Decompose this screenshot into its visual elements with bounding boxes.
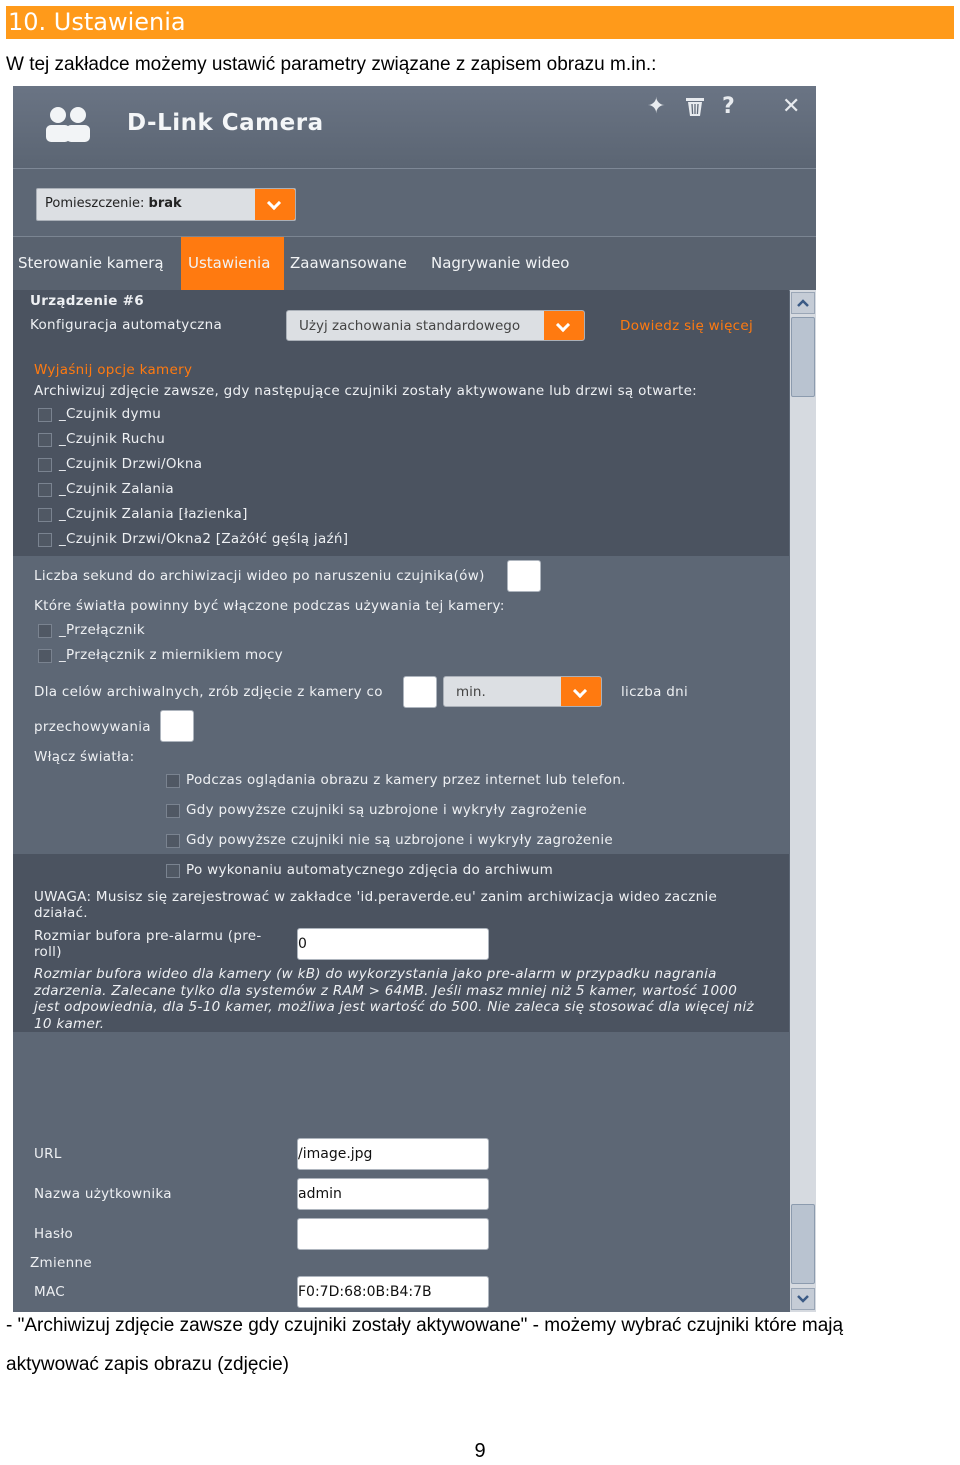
chevron-down-icon xyxy=(792,1289,814,1309)
interval-unit-select[interactable] xyxy=(443,676,602,707)
scroll-thumb[interactable] xyxy=(791,317,815,397)
prealarm-label: Rozmiar bufora pre-alarmu (pre-roll) xyxy=(34,928,262,960)
enable-lights-label: Włącz światła: xyxy=(34,749,135,765)
sensor-label: _Czujnik Zalania xyxy=(59,481,174,497)
enable-light-checkbox[interactable] xyxy=(166,834,180,848)
chevron-up-icon xyxy=(792,293,814,313)
sensor-checkbox[interactable] xyxy=(38,508,52,522)
enable-light-option: Gdy powyższe czujniki są uzbrojone i wykryły zagrożenie xyxy=(186,802,587,818)
light-label: _Przełącznik xyxy=(59,622,145,638)
caption-line-1: - "Archiwizuj zdjęcie zawsze gdy czujniki zostały aktywowane" - możemy wybrać czujniki które mają xyxy=(6,1315,844,1336)
sensor-label: _Czujnik dymu xyxy=(59,406,162,422)
intro-text: W tej zakładce możemy ustawić parametry związane z zapisem obrazu m.in.: xyxy=(6,54,657,75)
camera-settings-screenshot xyxy=(13,86,816,1312)
sensor-label: _Czujnik Drzwi/Okna xyxy=(59,456,203,472)
enable-light-checkbox[interactable] xyxy=(166,774,180,788)
pin-icon[interactable]: ✦ xyxy=(647,94,666,119)
chevron-down-icon[interactable] xyxy=(544,311,584,340)
variables-label: Zmienne xyxy=(30,1255,92,1271)
close-icon[interactable]: ✕ xyxy=(782,94,801,119)
sensor-label: _Czujnik Zalania [łazienka] xyxy=(59,506,248,522)
video-seconds-label: Liczba sekund do archiwizacji wideo po naruszeniu czujnika(ów) xyxy=(34,568,485,584)
sensor-checkbox[interactable] xyxy=(38,408,52,422)
sensor-label: _Czujnik Ruchu xyxy=(59,431,166,447)
sensor-checkbox[interactable] xyxy=(38,533,52,547)
prealarm-input[interactable]: 0 xyxy=(297,928,489,960)
caption-line-2: aktywować zapis obrazu (zdjęcie) xyxy=(6,1354,290,1375)
explain-options-link[interactable]: Wyjaśnij opcje kamery xyxy=(34,362,193,378)
username-label: Nazwa użytkownika xyxy=(34,1186,172,1202)
enable-light-checkbox[interactable] xyxy=(166,864,180,878)
scroll-down-arrow[interactable] xyxy=(791,1288,815,1310)
interval-unit-value: min. xyxy=(456,684,486,700)
device-title: Urządzenie #6 xyxy=(30,293,144,309)
username-input[interactable]: admin xyxy=(297,1178,489,1210)
auto-config-label: Konfiguracja automatyczna xyxy=(30,317,223,333)
days-label: liczba dni xyxy=(621,684,689,700)
page-number: 9 xyxy=(474,1440,486,1462)
section-heading: 10. Ustawienia xyxy=(6,6,954,39)
chevron-down-icon[interactable] xyxy=(561,677,601,706)
vertical-scrollbar[interactable] xyxy=(790,290,816,1312)
url-input[interactable]: /image.jpg xyxy=(297,1138,489,1170)
enable-light-option: Po wykonaniu automatycznego zdjęcia do archiwum xyxy=(186,862,554,878)
room-select-value: brak xyxy=(148,196,182,211)
password-input[interactable] xyxy=(297,1218,489,1250)
enable-light-option: Podczas oglądania obrazu z kamery przez internet lub telefon. xyxy=(186,772,626,788)
enable-light-option: Gdy powyższe czujniki nie są uzbrojone i wykryły zagrożenie xyxy=(186,832,614,848)
url-label: URL xyxy=(34,1146,62,1162)
auto-config-value: Użyj zachowania standardowego xyxy=(299,318,521,334)
mac-label: MAC xyxy=(34,1284,65,1300)
sensor-checkbox[interactable] xyxy=(38,433,52,447)
warning-text: UWAGA: Musisz się zarejestrować w zakładce 'id.peraverde.eu' zanim archiwizacja wideo zacznie działać. xyxy=(34,889,718,921)
room-select[interactable] xyxy=(36,188,296,221)
scroll-up-arrow[interactable] xyxy=(791,292,815,314)
title-bar xyxy=(13,86,816,169)
sensor-label: _Czujnik Drzwi/Okna2 [Zażółć gęślą jaźń] xyxy=(59,531,349,547)
sensor-checkbox[interactable] xyxy=(38,458,52,472)
retention-days-input[interactable] xyxy=(160,710,194,742)
tab-video-recording[interactable]: Nagrywanie wideo xyxy=(431,254,570,272)
light-checkbox[interactable] xyxy=(38,649,52,663)
settings-panel xyxy=(13,290,789,1312)
lights-question: Które światła powinny być włączone podczas używania tej kamery: xyxy=(34,598,505,614)
tab-settings[interactable]: Ustawienia xyxy=(181,237,284,290)
archive-interval-input[interactable] xyxy=(403,676,437,708)
archive-info: Archiwizuj zdjęcie zawsze, gdy następujące czujniki zostały aktywowane lub drzwi są otwarte: xyxy=(34,383,698,399)
scroll-thumb-lower[interactable] xyxy=(791,1204,815,1284)
mac-input[interactable]: F0:7D:68:0B:B4:7B xyxy=(297,1276,489,1308)
room-select-label: Pomieszczenie: xyxy=(45,196,145,211)
enable-light-checkbox[interactable] xyxy=(166,804,180,818)
video-seconds-input[interactable] xyxy=(507,560,541,592)
light-checkbox[interactable] xyxy=(38,624,52,638)
help-icon[interactable]: ? xyxy=(722,94,735,119)
app-title: D-Link Camera xyxy=(127,110,324,136)
tab-bar xyxy=(13,236,816,291)
trash-icon[interactable] xyxy=(684,95,706,117)
retention-label: przechowywania xyxy=(34,719,151,735)
prealarm-help: Rozmiar bufora wideo dla kamery (w kB) do wykorzystania jako pre-alarm w przypadku nagrania zdarzenia. Zalecane tylko dla systemów z RAM > 64MB. Jeśli masz mniej niż 5 kamer, wartość 1000 jest odpowiednia, dla 5-10 kamer, możliwa jest wartość do 500. Nie zaleca się stosować dla więcej niż 10 kamer. xyxy=(34,966,754,1032)
tab-camera-control[interactable]: Sterowanie kamerą xyxy=(18,254,164,272)
archive-every-label: Dla celów archiwalnych, zrób zdjęcie z kamery co xyxy=(34,684,383,700)
camera-group-icon xyxy=(43,104,93,144)
chevron-down-icon[interactable] xyxy=(255,189,295,220)
sensor-checkbox[interactable] xyxy=(38,483,52,497)
light-label: _Przełącznik z miernikiem mocy xyxy=(59,647,283,663)
password-label: Hasło xyxy=(34,1226,74,1242)
tab-advanced[interactable]: Zaawansowane xyxy=(290,254,407,272)
auto-config-select[interactable] xyxy=(286,310,585,341)
learn-more-link[interactable]: Dowiedz się więcej xyxy=(620,318,754,334)
